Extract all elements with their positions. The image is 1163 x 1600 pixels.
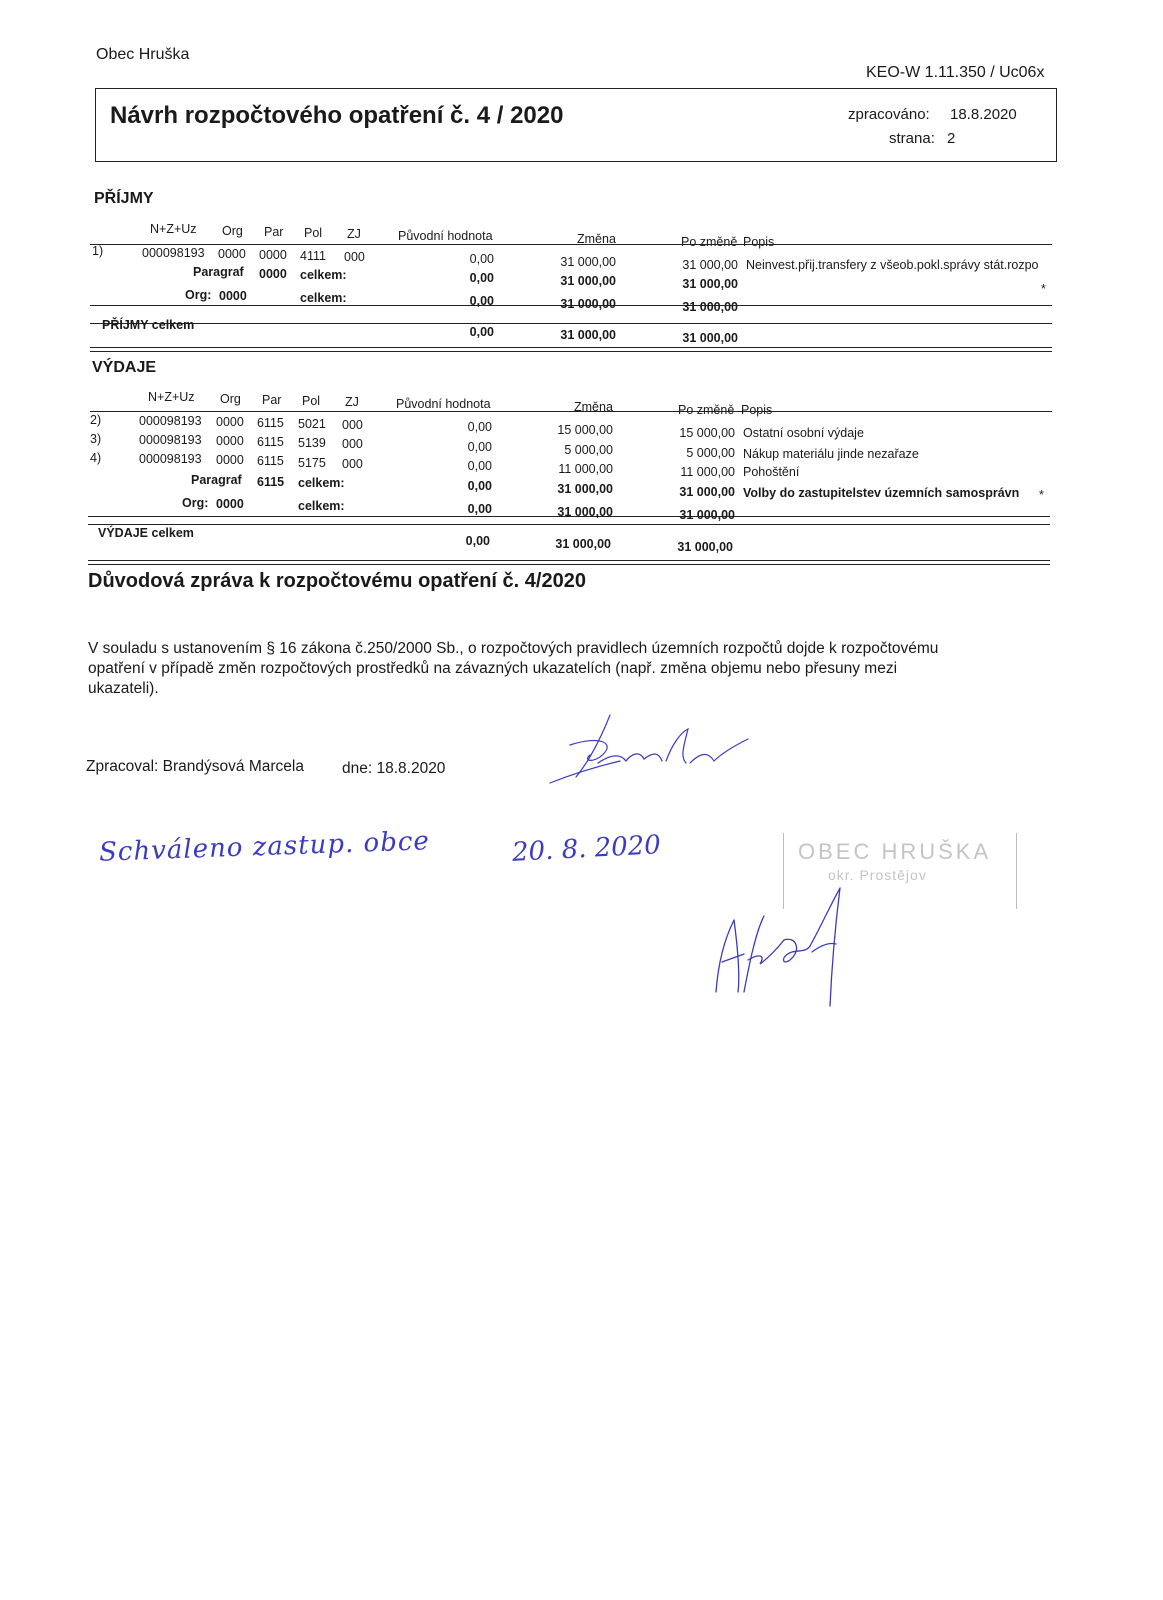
page-number: 2 — [947, 130, 956, 147]
expense-total-change: 31 000,00 — [555, 537, 611, 551]
paragraf-after: 31 000,00 — [679, 485, 735, 499]
paragraf-desc: Volby do zastupitelstev územních samosprávn — [743, 486, 1020, 500]
row-org: 0000 — [216, 453, 244, 467]
row-zj: 000 — [342, 437, 363, 451]
row-after: 31 000,00 — [682, 258, 738, 272]
org-after: 31 000,00 — [679, 508, 735, 522]
paragraf-original: 0,00 — [467, 479, 492, 493]
row-pol: 4111 — [300, 249, 326, 263]
col-original: Původní hodnota — [398, 229, 493, 243]
col-desc: Popis — [743, 235, 775, 249]
report-text-line-1: V souladu s ustanovením § 16 zákona č.250/2000 Sb., o rozpočtových pravidlech územních rozpočtů dojde k rozpočtovému — [88, 640, 939, 657]
municipality-name: Obec Hruška — [96, 46, 190, 63]
row-par: 6115 — [257, 435, 284, 449]
stamp-name: OBEC HRUŠKA — [798, 839, 992, 864]
income-total-label: PŘÍJMY celkem — [102, 318, 195, 332]
row-nzuz: 000098193 — [139, 433, 202, 447]
row-zj: 000 — [342, 418, 363, 432]
row-after: 5 000,00 — [686, 446, 735, 460]
page-label: strana: — [889, 130, 935, 147]
row-par: 6115 — [257, 454, 284, 468]
row-par: 6115 — [257, 416, 284, 430]
row-zj: 000 — [344, 250, 365, 264]
report-text-line-3: ukazateli). — [88, 680, 159, 697]
row-change: 11 000,00 — [558, 462, 613, 476]
paragraf-word: celkem: — [300, 268, 347, 282]
income-double-rule-1 — [90, 347, 1052, 348]
row-desc: Ostatní osobní výdaje — [743, 426, 864, 440]
row-after: 15 000,00 — [679, 426, 735, 440]
row-original: 0,00 — [469, 252, 494, 266]
org-label: Org: — [185, 288, 212, 302]
paragraf-word: celkem: — [298, 476, 345, 490]
row-original: 0,00 — [467, 440, 492, 454]
processed-by: Zpracoval: Brandýsová Marcela — [86, 758, 304, 775]
expense-double-rule-1 — [88, 560, 1050, 561]
org-code: 0000 — [219, 289, 247, 303]
paragraf-code: 6115 — [257, 475, 285, 489]
col-pol: Pol — [302, 394, 321, 408]
paragraf-change: 31 000,00 — [557, 482, 613, 496]
row-change: 31 000,00 — [560, 255, 616, 269]
col-org: Org — [220, 392, 241, 406]
row-nzuz: 000098193 — [139, 452, 202, 466]
col-org: Org — [222, 224, 243, 238]
row-org: 0000 — [216, 434, 244, 448]
row-after: 11 000,00 — [680, 465, 735, 479]
col-after: Po změně — [681, 235, 738, 249]
expense-header-rule — [90, 411, 1052, 412]
row-org: 0000 — [218, 247, 246, 261]
row-change: 15 000,00 — [557, 423, 613, 437]
org-label: Org: — [182, 496, 209, 510]
expense-total-original: 0,00 — [465, 534, 490, 548]
approval-note: Schváleno zastup. obce — [98, 826, 431, 868]
page-title: Návrh rozpočtového opatření č. 4 / 2020 — [110, 102, 564, 129]
processed-on: dne: 18.8.2020 — [342, 760, 446, 777]
org-change: 31 000,00 — [557, 505, 613, 519]
processed-date: 18.8.2020 — [950, 106, 1017, 123]
report-text-line-2: opatření v případě změn rozpočtových prostředků na závazných ukazatelích (např. změna objemu nebo přesuny mezi — [88, 660, 898, 677]
row-pol: 5175 — [298, 456, 326, 470]
row-par: 0000 — [259, 248, 287, 262]
col-original: Původní hodnota — [396, 397, 491, 411]
row-change: 5 000,00 — [564, 443, 613, 457]
paragraf-mark: * — [1039, 488, 1044, 502]
processed-label: zpracováno: — [848, 106, 930, 123]
row-desc: Pohoštění — [743, 465, 800, 479]
col-zj: ZJ — [347, 227, 361, 241]
col-desc: Popis — [741, 403, 773, 417]
income-header-rule — [90, 244, 1052, 245]
income-org-rule — [90, 305, 1052, 306]
col-par: Par — [264, 225, 284, 239]
report-title: Důvodová zpráva k rozpočtovému opatření č. 4/2020 — [88, 570, 586, 592]
org-after: 31 000,00 — [682, 300, 738, 314]
paragraf-code: 0000 — [259, 267, 287, 281]
signature-processor — [540, 705, 755, 790]
row-number: 2) — [90, 413, 102, 427]
row-org: 0000 — [216, 415, 244, 429]
row-pol: 5139 — [298, 436, 326, 450]
expense-double-rule-2 — [88, 564, 1050, 565]
expense-org-rule — [88, 516, 1050, 517]
col-change: Změna — [574, 400, 613, 414]
income-total-original: 0,00 — [469, 325, 494, 339]
row-desc: Neinvest.přij.transfery z všeob.pokl.správy stát.rozpo — [746, 258, 1039, 272]
col-par: Par — [262, 393, 282, 407]
signature-mayor — [700, 880, 860, 1010]
row-nzuz: 000098193 — [139, 414, 202, 428]
col-after: Po změně — [678, 403, 735, 417]
row-original: 0,00 — [467, 459, 492, 473]
stamp-district: okr. Prostějov — [828, 867, 927, 883]
row-pol: 5021 — [298, 417, 326, 431]
col-nzuz: N+Z+Uz — [150, 222, 197, 236]
org-change: 31 000,00 — [560, 297, 616, 311]
expense-total-rule-top — [88, 524, 1050, 525]
income-total-change: 31 000,00 — [560, 328, 616, 342]
row-zj: 000 — [342, 457, 363, 471]
income-total-rule-top — [90, 323, 1052, 324]
org-original: 0,00 — [469, 294, 494, 308]
software-version: KEO-W 1.11.350 / Uc06x — [866, 64, 1045, 81]
row-number: 1) — [92, 244, 104, 258]
row-nzuz: 000098193 — [142, 246, 205, 260]
approval-date: 20. 8. 2020 — [511, 830, 662, 868]
org-code: 0000 — [216, 497, 244, 511]
income-double-rule-2 — [90, 351, 1052, 352]
org-original: 0,00 — [467, 502, 492, 516]
col-pol: Pol — [304, 226, 323, 240]
row-number: 3) — [90, 432, 102, 446]
paragraf-label: Paragraf — [191, 473, 242, 487]
col-change: Změna — [577, 232, 616, 246]
expense-total-after: 31 000,00 — [677, 540, 733, 554]
paragraf-change: 31 000,00 — [560, 274, 616, 288]
col-zj: ZJ — [345, 395, 359, 409]
paragraf-mark: * — [1041, 282, 1046, 296]
org-word: celkem: — [298, 499, 345, 513]
col-nzuz: N+Z+Uz — [148, 390, 195, 404]
row-number: 4) — [90, 451, 102, 465]
expense-total-label: VÝDAJE celkem — [98, 526, 194, 540]
org-word: celkem: — [300, 291, 347, 305]
income-section-title: PŘÍJMY — [94, 190, 154, 207]
row-original: 0,00 — [467, 420, 492, 434]
paragraf-original: 0,00 — [469, 271, 494, 285]
paragraf-after: 31 000,00 — [682, 277, 738, 291]
paragraf-label: Paragraf — [193, 265, 244, 279]
row-desc: Nákup materiálu jinde nezařaze — [743, 447, 919, 461]
income-total-after: 31 000,00 — [682, 331, 738, 345]
expense-section-title: VÝDAJE — [92, 359, 157, 376]
